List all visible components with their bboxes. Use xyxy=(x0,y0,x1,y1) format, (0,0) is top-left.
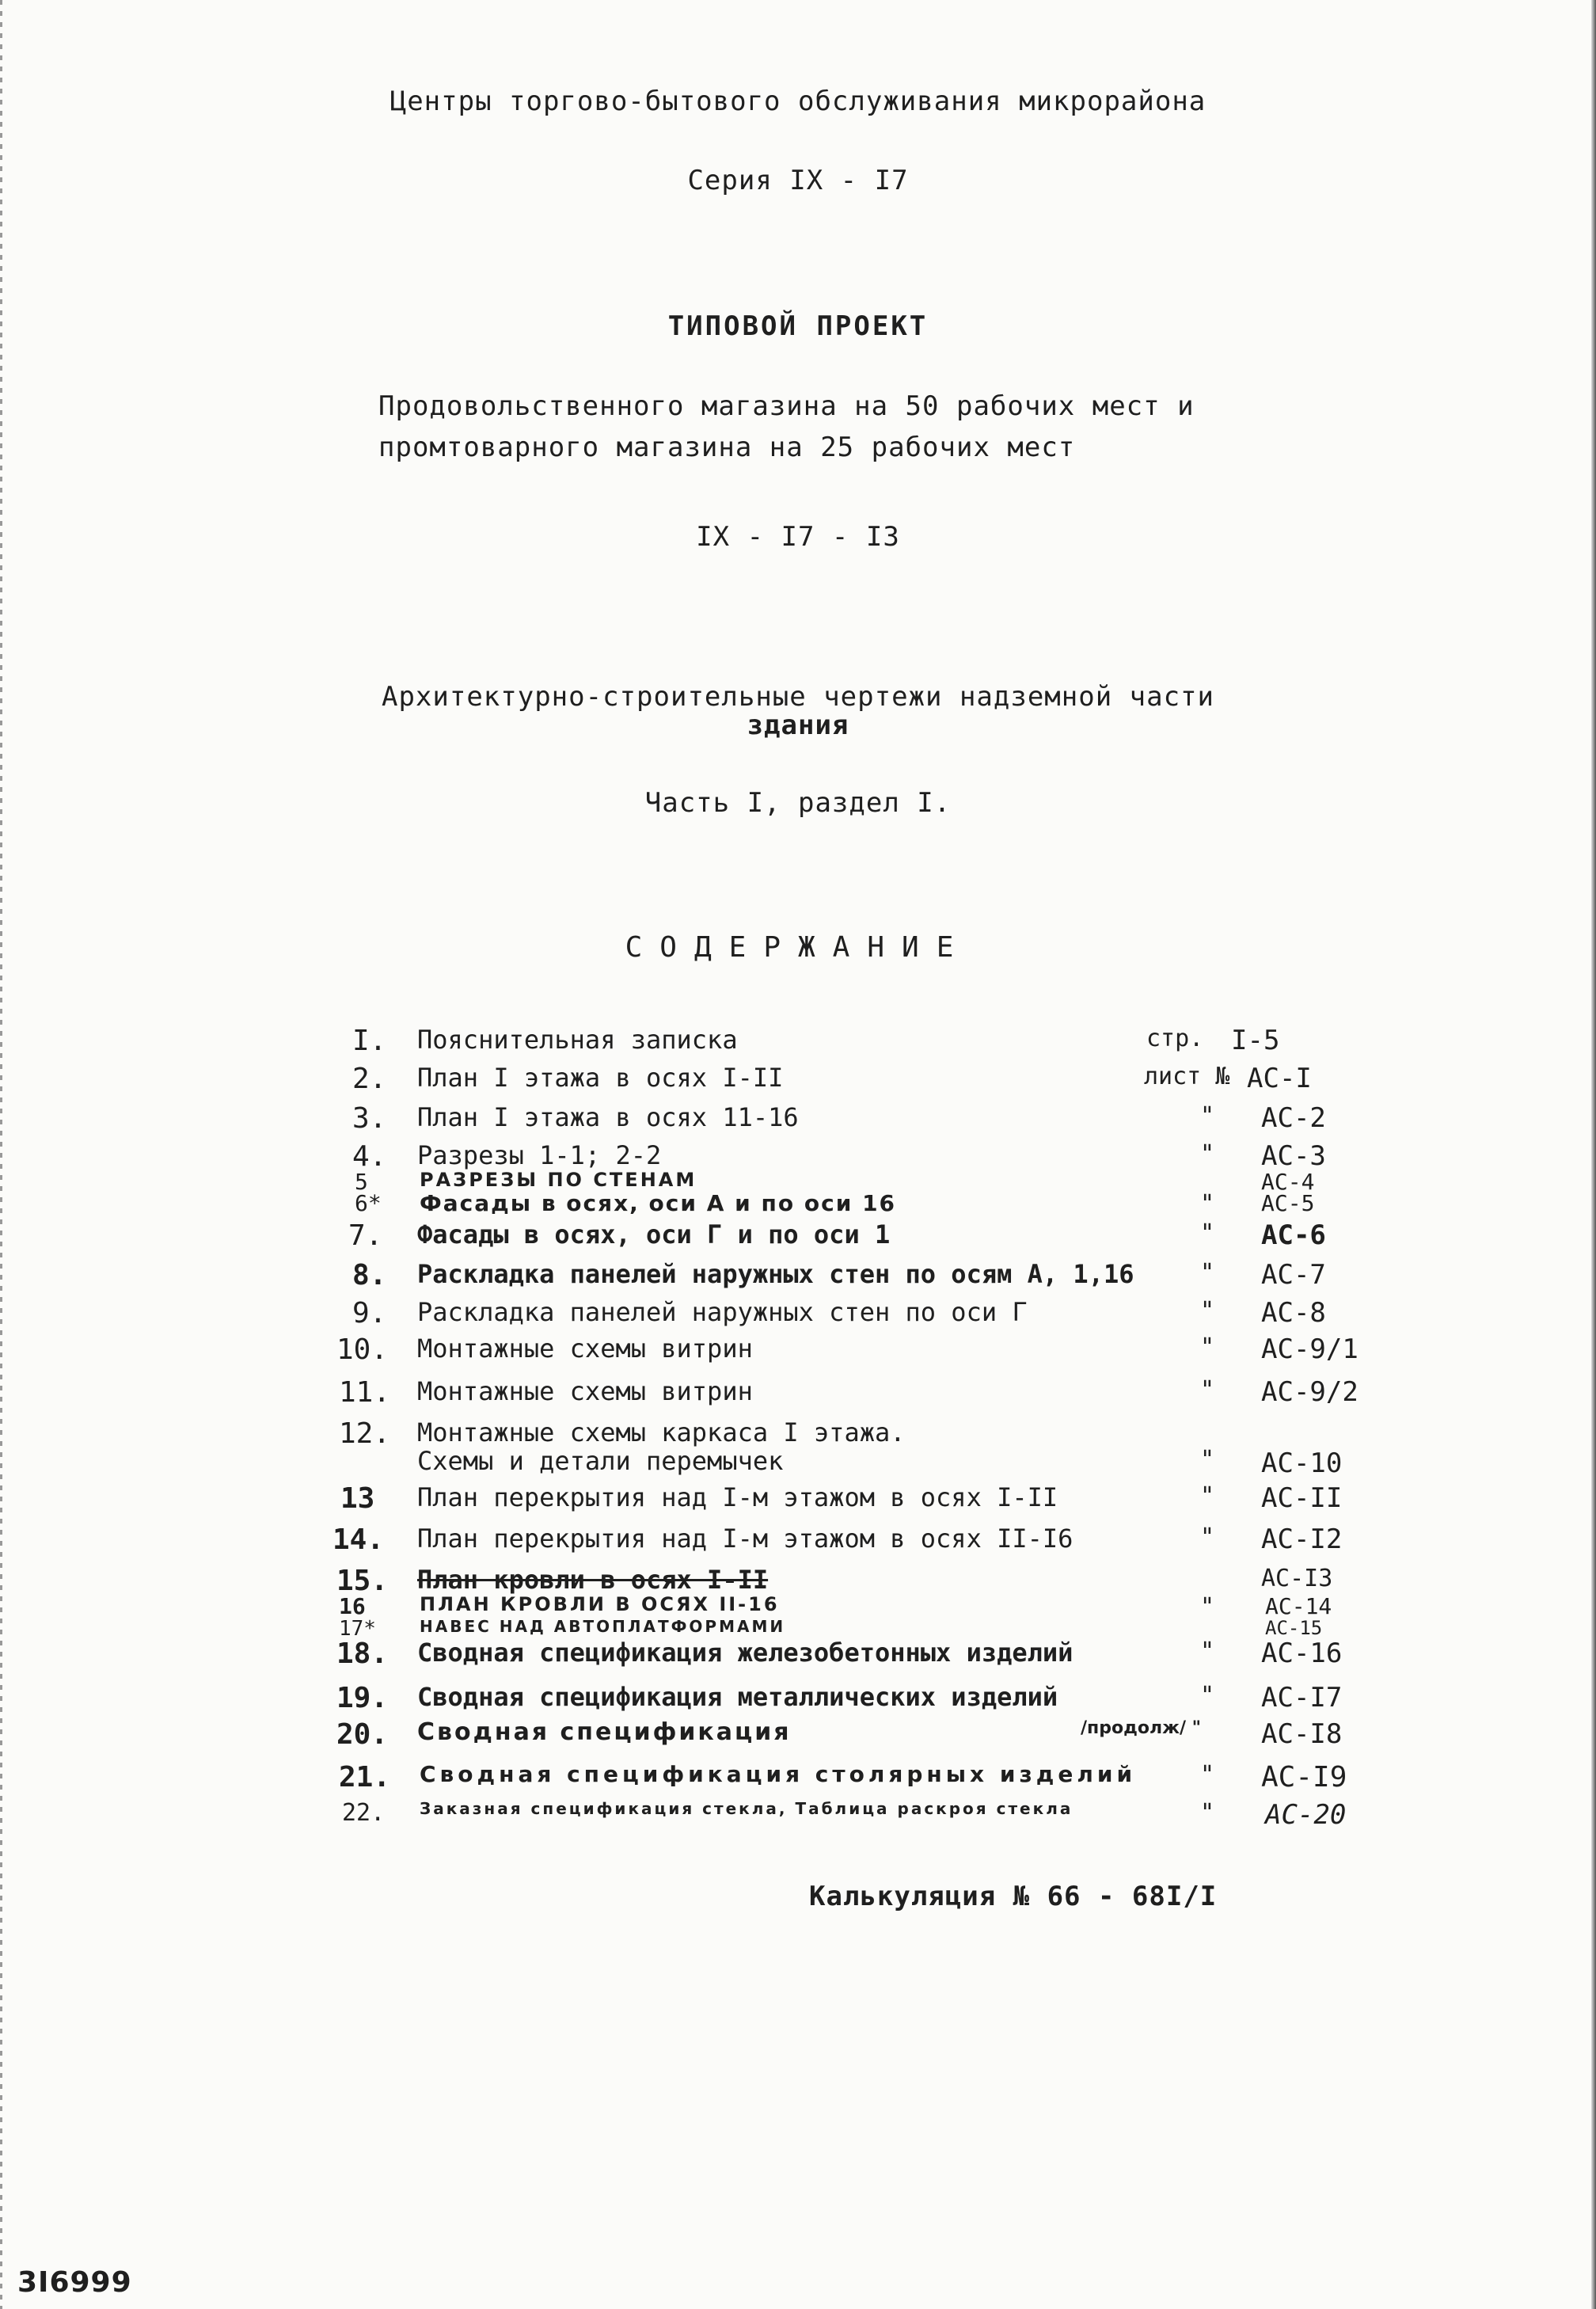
row-title: План перекрытия над I-м этажом в осях II-I6 xyxy=(417,1523,1074,1554)
row-title: Пояснительная записка xyxy=(417,1025,738,1055)
row-title: План кровли в осях I-II xyxy=(417,1565,769,1595)
project-name-line2: промтоварного магазина на 25 рабочих мест xyxy=(378,432,1076,463)
row-code: АС-16 xyxy=(1261,1638,1343,1669)
row-number: 5 xyxy=(355,1169,368,1195)
row-code: АС-7 xyxy=(1261,1259,1326,1291)
centers-title: Центры торгово-бытового обслуживания микрорайона xyxy=(390,86,1206,117)
row-page-marker: " xyxy=(1199,1102,1215,1130)
row-title: Сводная спецификация xyxy=(417,1718,792,1746)
row-number: 15. xyxy=(336,1565,389,1597)
row-code: АС-I9 xyxy=(1261,1761,1347,1794)
row-number: 18. xyxy=(336,1638,389,1670)
row-page-marker: " xyxy=(1199,1682,1215,1710)
row-page-marker: " xyxy=(1199,1297,1215,1325)
scan-edge-right xyxy=(1591,0,1596,2309)
row-number: I. xyxy=(352,1025,387,1057)
row-page-marker: лист № xyxy=(1144,1063,1230,1090)
scan-edge-left xyxy=(0,0,2,2309)
row-number: 22. xyxy=(342,1799,386,1827)
row-number: 14. xyxy=(332,1523,385,1556)
row-page-marker: /продолж/ " xyxy=(1081,1718,1202,1738)
row-title: План I этажа в осях 11-16 xyxy=(417,1102,799,1132)
row-title: Монтажные схемы витрин xyxy=(417,1333,753,1364)
row-code: АС-9/2 xyxy=(1261,1376,1358,1408)
row-page-marker: " xyxy=(1199,1376,1215,1404)
row-title: Заказная спецификация стекла, Таблица раскроя стекла xyxy=(420,1799,1074,1818)
row-code: АС-II xyxy=(1261,1482,1343,1514)
row-number: 13 xyxy=(340,1482,375,1515)
row-number: 10. xyxy=(336,1333,389,1366)
row-title: Сводная спецификация столярных изделий xyxy=(420,1761,1137,1787)
row-code: АС-10 xyxy=(1261,1447,1343,1479)
row-page-marker: " xyxy=(1199,1799,1215,1827)
row-code: АС-6 xyxy=(1261,1219,1326,1251)
archive-stamp-number: 3I6999 xyxy=(17,2266,132,2299)
row-title: Сводная спецификация металлических изделий xyxy=(417,1682,1058,1712)
row-number: 21. xyxy=(339,1761,391,1794)
row-code: АС-3 xyxy=(1261,1140,1326,1172)
row-page-marker: " xyxy=(1199,1638,1215,1665)
project-name-line1: Продовольственного магазина на 50 рабочих мест и xyxy=(378,390,1195,422)
row-code: АС-5 xyxy=(1261,1190,1315,1216)
row-code: АС-9/1 xyxy=(1261,1333,1358,1365)
row-title: Монтажные схемы витрин xyxy=(417,1376,753,1406)
row-page-marker: " xyxy=(1199,1446,1215,1474)
row-page-marker: " xyxy=(1199,1259,1215,1287)
row-code: АС-4 xyxy=(1261,1169,1315,1195)
row-title: План I этажа в осях I-II xyxy=(417,1063,784,1093)
row-code: АС-2 xyxy=(1261,1102,1326,1134)
row-code: АС-I xyxy=(1247,1063,1312,1094)
row-page-marker: " xyxy=(1199,1761,1215,1789)
row-title-line2: Схемы и детали перемычек xyxy=(417,1446,784,1476)
row-page-marker: " xyxy=(1199,1523,1215,1551)
row-title: Фасады в осях, оси Г и по оси 1 xyxy=(417,1219,891,1250)
row-title: Раскладка панелей наружных стен по осям А, 1,16 xyxy=(417,1259,1134,1289)
row-code: АС-8 xyxy=(1261,1297,1326,1329)
project-type-title: ТИПОВОЙ ПРОЕКТ xyxy=(667,310,929,342)
row-code: АС-20 xyxy=(1265,1799,1347,1831)
row-number: 8. xyxy=(352,1259,387,1291)
row-code: АС-I8 xyxy=(1261,1718,1343,1750)
row-page-marker: стр. xyxy=(1146,1025,1204,1052)
row-number: 19. xyxy=(336,1682,389,1714)
row-page-marker: " xyxy=(1199,1140,1215,1168)
row-title: РАЗРЕЗЫ ПО СТЕНАМ xyxy=(420,1169,697,1191)
row-number: 12. xyxy=(339,1417,391,1450)
row-number: 3. xyxy=(352,1102,387,1135)
row-code: АС-I3 xyxy=(1261,1565,1333,1592)
row-page-marker: " xyxy=(1199,1482,1215,1510)
row-number: 7. xyxy=(348,1219,383,1252)
row-number: 4. xyxy=(352,1140,387,1173)
row-page-marker: " xyxy=(1199,1333,1215,1361)
row-title: Раскладка панелей наружных стен по оси Г xyxy=(417,1297,1028,1327)
series-label: Серия IX - I7 xyxy=(687,165,909,196)
part-label: Часть I, раздел I. xyxy=(644,787,952,819)
row-number: 16 xyxy=(339,1593,366,1619)
row-number: 9. xyxy=(352,1297,387,1329)
row-code: АС-14 xyxy=(1265,1593,1332,1619)
row-title: Фасады в осях, оси А и по оси 16 xyxy=(420,1190,897,1216)
contents-heading: СОДЕРЖАНИЕ xyxy=(625,931,971,964)
row-title: Сводная спецификация железобетонных изделий xyxy=(417,1638,1074,1668)
row-page-marker: " xyxy=(1199,1190,1215,1218)
row-number: 11. xyxy=(339,1376,391,1409)
section-title-line1: Архитектурно-строительные чертежи надземной части xyxy=(381,681,1215,713)
row-title: ПЛАН КРОВЛИ В ОСЯХ II-16 xyxy=(420,1593,780,1615)
section-title-line2: здания xyxy=(747,709,849,741)
row-code: АС-I2 xyxy=(1261,1523,1343,1555)
row-title: Монтажные схемы каркаса I этажа. xyxy=(417,1417,906,1447)
row-page-marker: " xyxy=(1199,1593,1215,1621)
row-page-marker: " xyxy=(1199,1219,1215,1247)
row-title: НАВЕС НАД АВТОПЛАТФОРМАМИ xyxy=(420,1617,786,1636)
calculation-number: Калькуляция № 66 - 68I/I xyxy=(809,1881,1218,1912)
row-code: АС-I7 xyxy=(1261,1682,1343,1714)
row-code: АС-15 xyxy=(1265,1617,1323,1639)
project-code: IX - I7 - I3 xyxy=(696,521,900,553)
row-title: План перекрытия над I-м этажом в осях I-II xyxy=(417,1482,1058,1512)
row-title: Разрезы 1-1; 2-2 xyxy=(417,1140,662,1170)
row-number: 6* xyxy=(355,1190,382,1216)
row-number: 17* xyxy=(339,1617,376,1641)
row-number: 2. xyxy=(352,1063,387,1095)
row-code: I-5 xyxy=(1231,1025,1280,1056)
row-number: 20. xyxy=(336,1718,389,1751)
